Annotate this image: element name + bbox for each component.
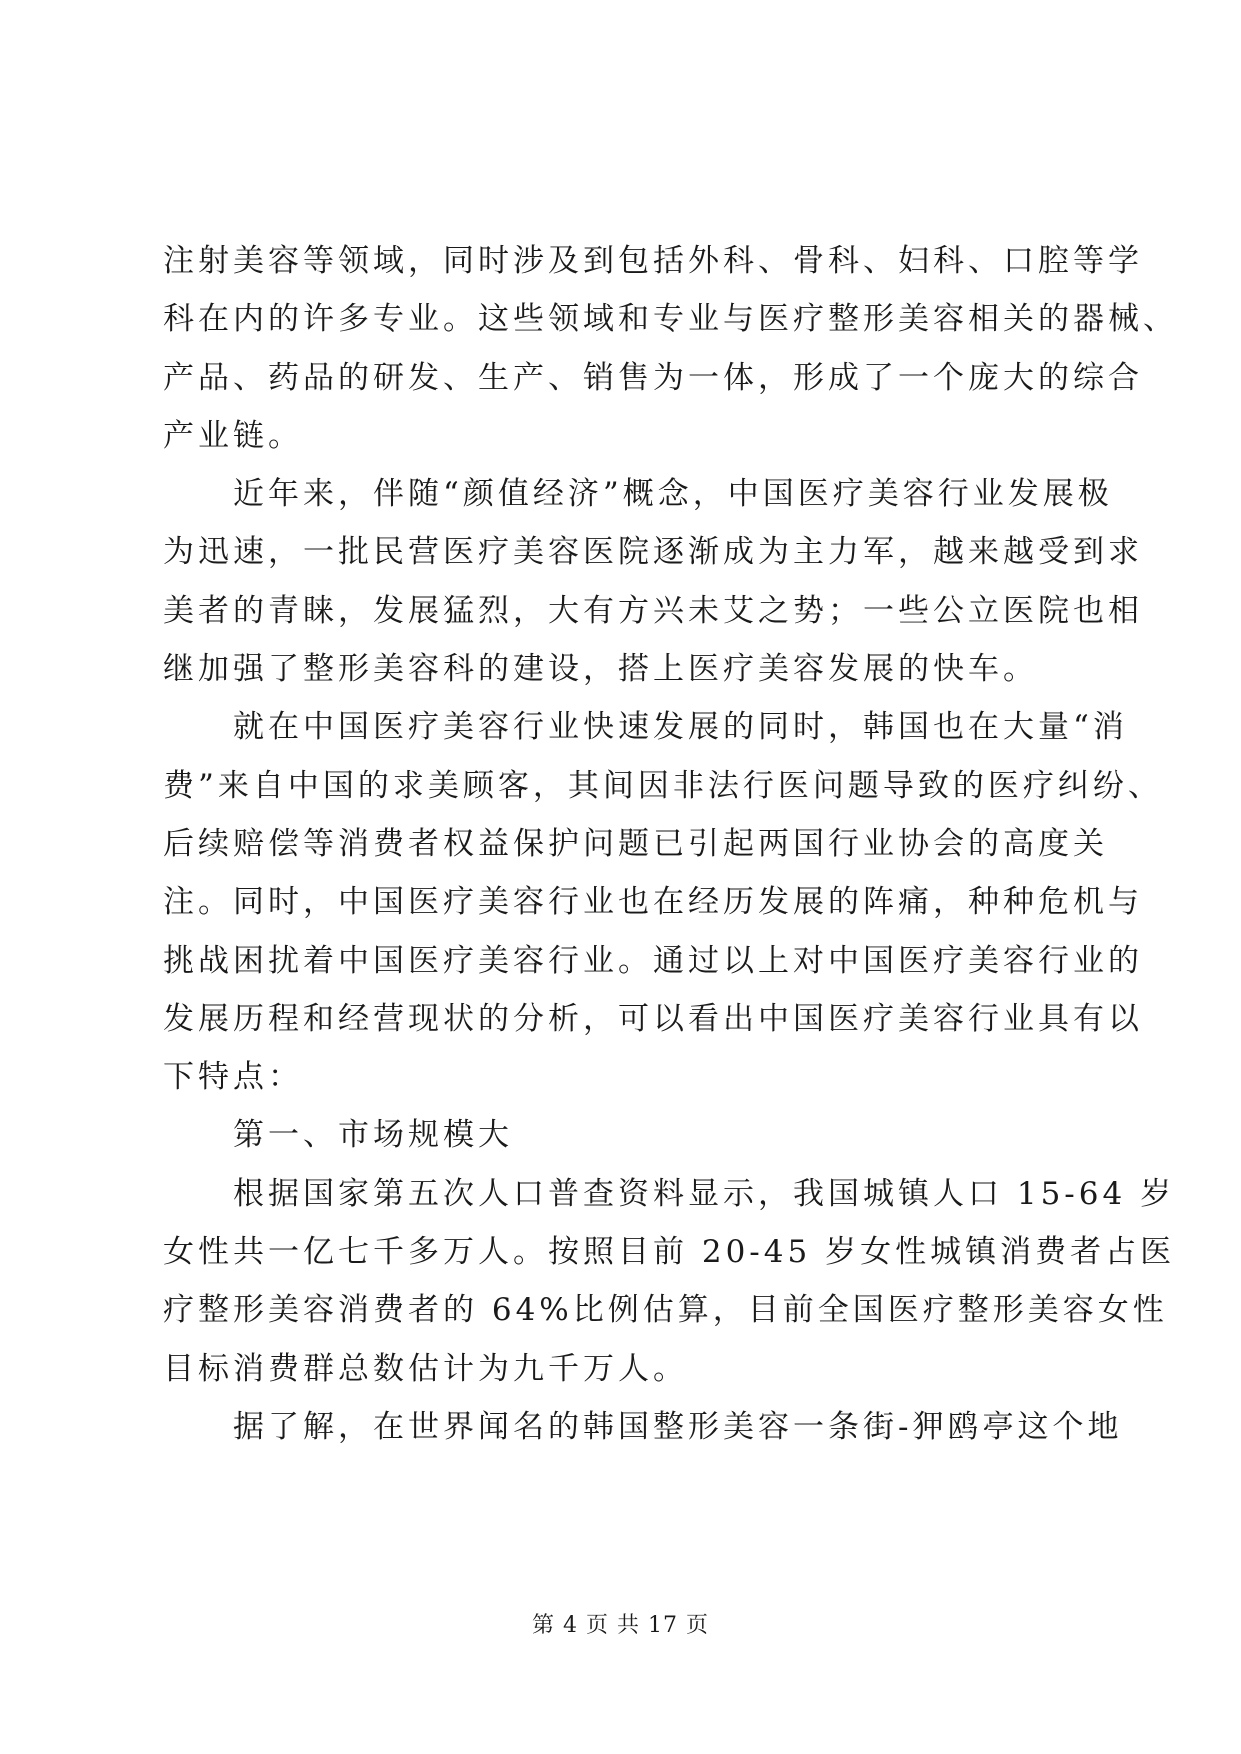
text-line: 下特点：: [163, 1059, 303, 1096]
text-line: 目标消费群总数估计为九千万人。: [163, 1350, 688, 1387]
text-line: 女性共一亿七千多万人。按照目前 20-45 岁女性城镇消费者占医: [163, 1234, 1176, 1271]
text-line: 根据国家第五次人口普查资料显示，我国城镇人口 15-64 岁: [163, 1175, 1176, 1212]
text-line: 费”来自中国的求美顾客，其间因非法行医问题导致的医疗纠纷、: [163, 767, 1163, 804]
text-line: 为迅速，一批民营医疗美容医院逐渐成为主力军，越来越受到求: [163, 534, 1143, 571]
text-line: 产品、药品的研发、生产、销售为一体，形成了一个庞大的综合: [163, 359, 1143, 396]
text-line: 科在内的许多专业。这些领域和专业与医疗整形美容相关的器械、: [163, 301, 1178, 338]
page-number-footer: 第 4 页 共 17 页: [532, 1613, 709, 1638]
text-line: 疗整形美容消费者的 64%比例估算，目前全国医疗整形美容女性: [163, 1292, 1168, 1329]
document-body: [163, 232, 1178, 1456]
text-line: 据了解，在世界闻名的韩国整形美容一条街-狎鸥亭这个地: [163, 1408, 1123, 1445]
text-line: 注射美容等领域，同时涉及到包括外科、骨科、妇科、口腔等学: [163, 243, 1143, 279]
text-line: 继加强了整形美容科的建设，搭上医疗美容发展的快车。: [163, 651, 1038, 688]
text-line: 挑战困扰着中国医疗美容行业。通过以上对中国医疗美容行业的: [163, 942, 1143, 979]
text-line: 产业链。: [163, 417, 303, 454]
section-heading: 第一、市场规模大: [163, 1117, 513, 1154]
text-line: 注。同时，中国医疗美容行业也在经历发展的阵痛，种种危机与: [163, 884, 1143, 921]
text-line: 美者的青睐，发展猛烈，大有方兴未艾之势；一些公立医院也相: [163, 592, 1143, 629]
text-line: 就在中国医疗美容行业快速发展的同时，韩国也在大量“消: [163, 709, 1128, 746]
text-line: 后续赔偿等消费者权益保护问题已引起两国行业协会的高度关: [163, 825, 1108, 862]
text-line: 近年来，伴随“颜值经济”概念，中国医疗美容行业发展极: [163, 476, 1113, 513]
text-line: 发展历程和经营现状的分析，可以看出中国医疗美容行业具有以: [163, 1000, 1143, 1037]
